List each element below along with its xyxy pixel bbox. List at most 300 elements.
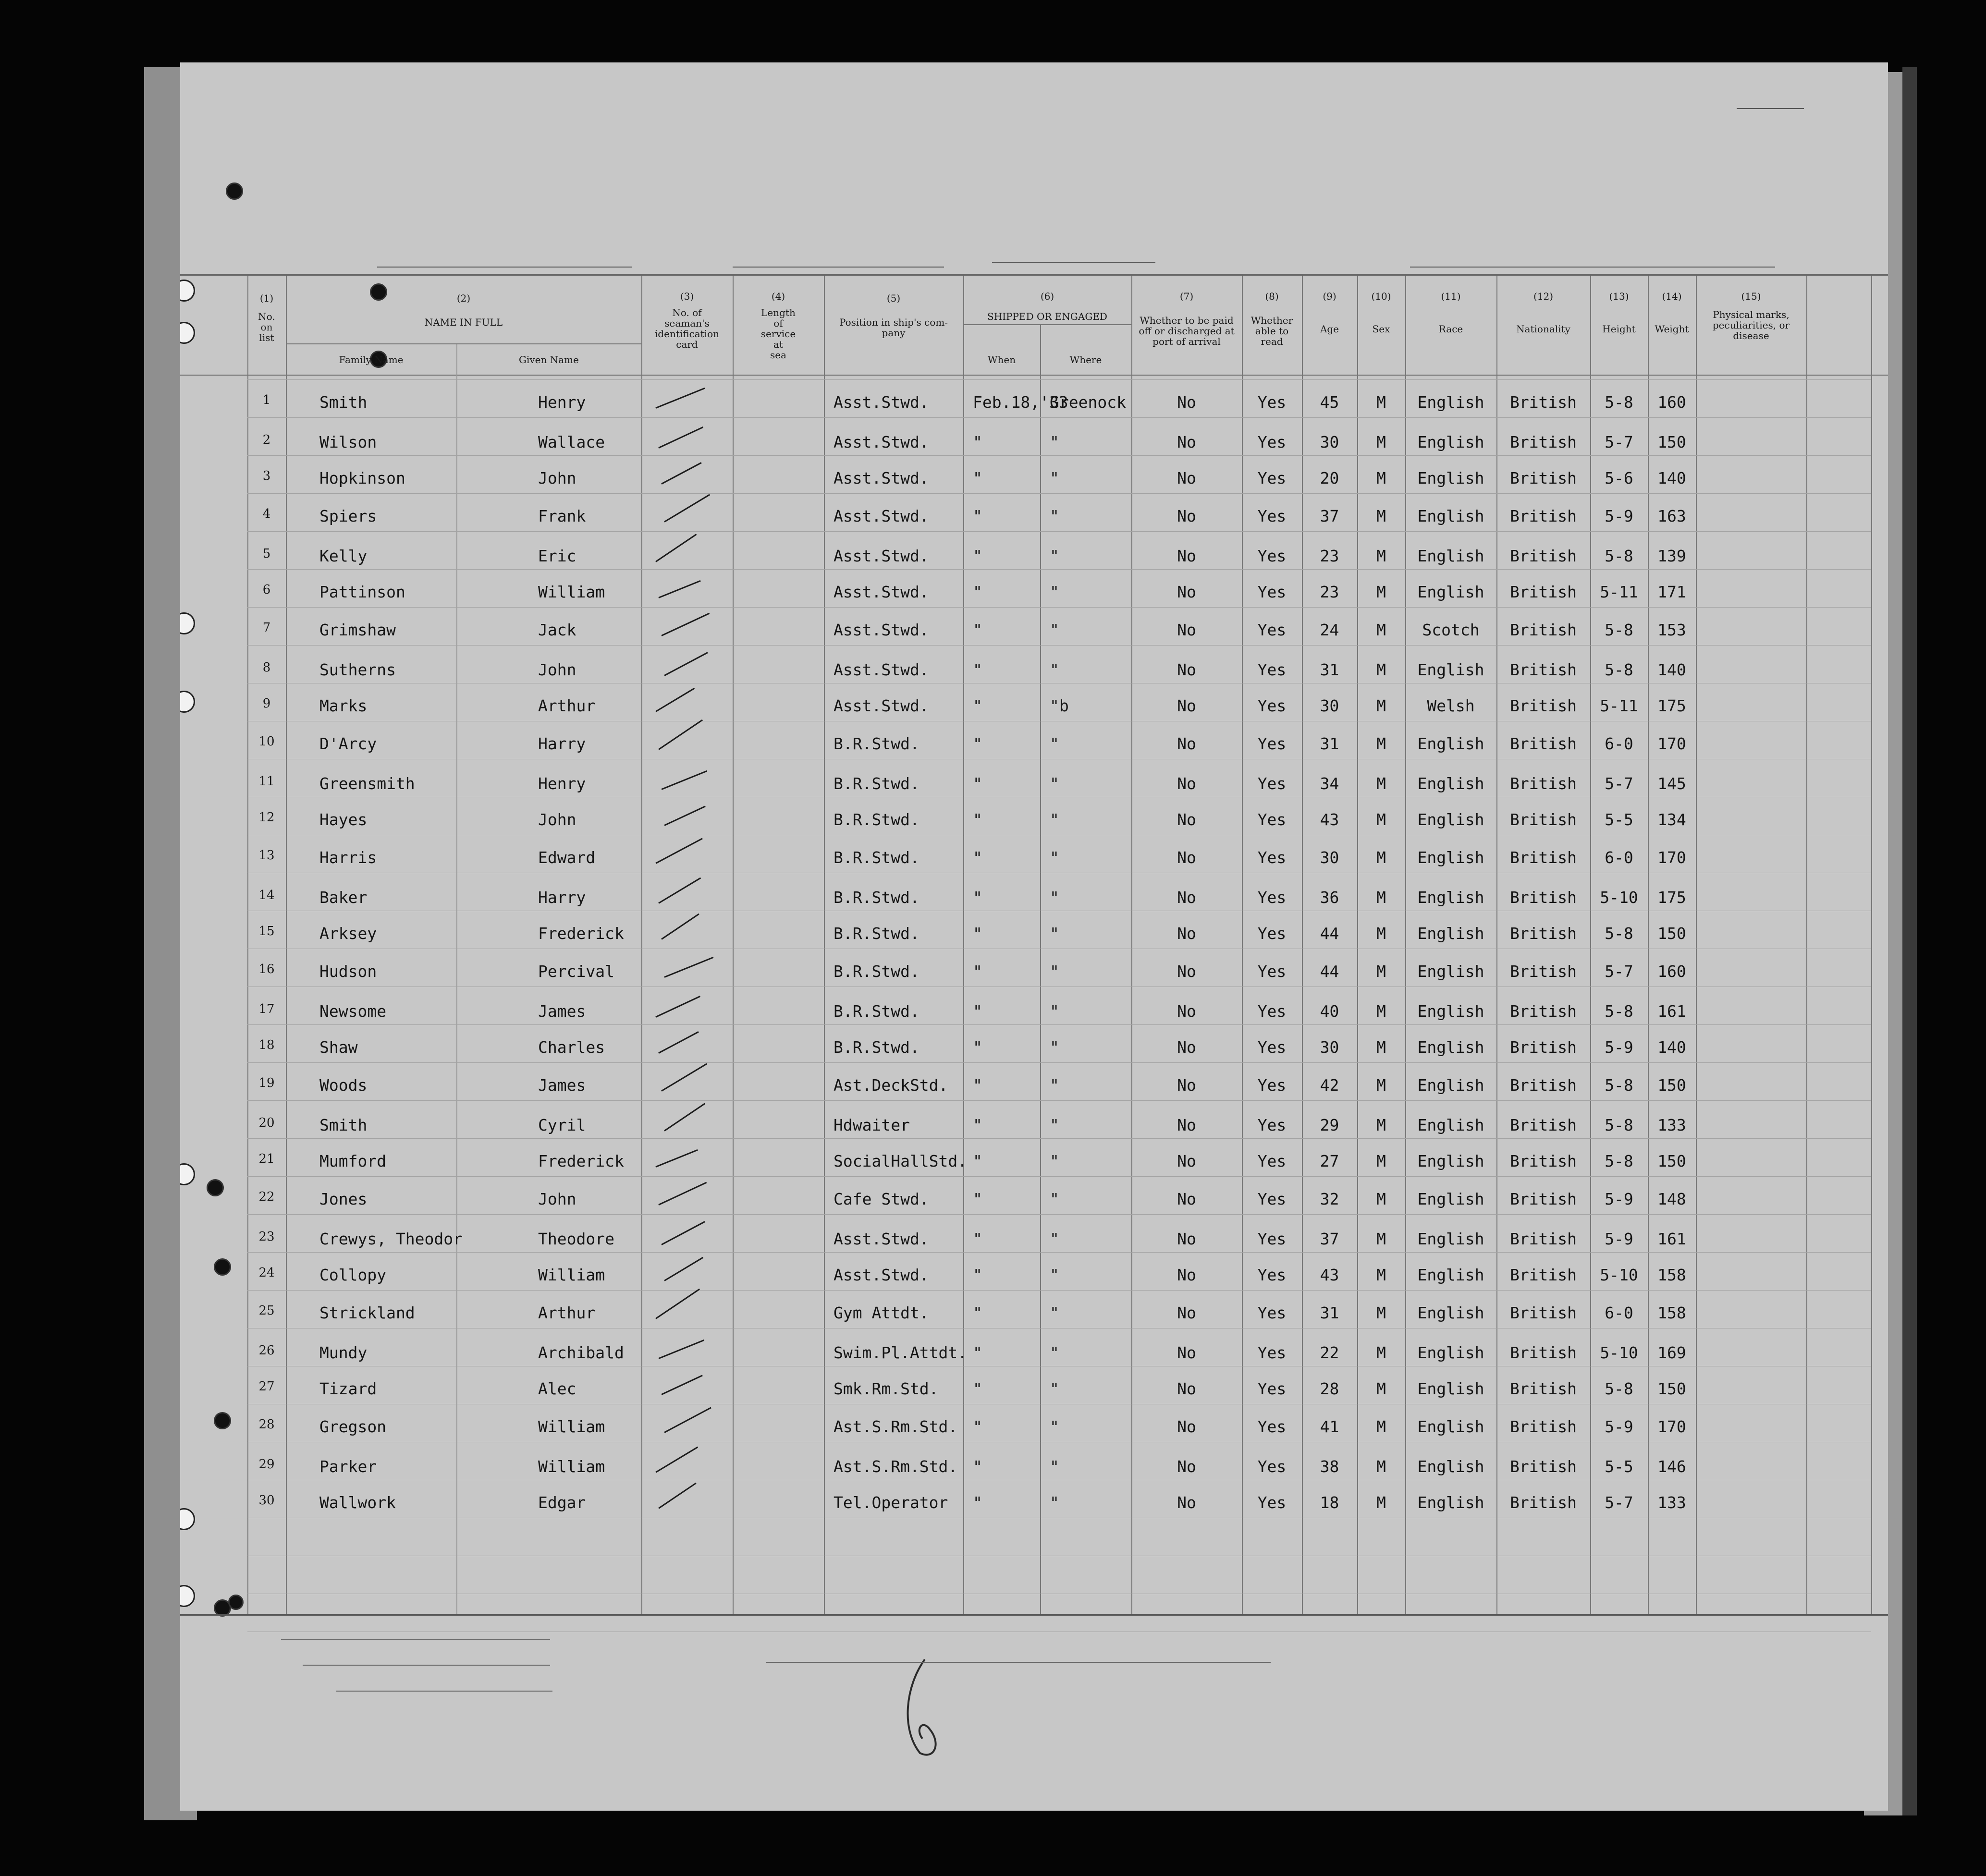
cell-weight: 140 <box>1657 469 1686 487</box>
cell-family: D'Arcy <box>319 734 377 753</box>
cell-weight: 150 <box>1657 924 1686 943</box>
cell-age: 38 <box>1320 1457 1339 1476</box>
cell-where: " <box>1050 547 1059 565</box>
cell-weight: 150 <box>1657 1379 1686 1398</box>
column-2-number: (2) <box>456 292 471 304</box>
cell-weight: 140 <box>1657 660 1686 679</box>
cell-given: Wallace <box>538 433 605 451</box>
cell-no: 8 <box>262 660 271 675</box>
punch-hole <box>180 612 195 634</box>
cell-race: English <box>1417 1038 1484 1057</box>
cell-position: Gym Attdt. <box>834 1303 929 1322</box>
cell-when: " <box>973 962 982 981</box>
cell-height: 5-7 <box>1605 774 1633 793</box>
cell-sex: M <box>1376 962 1386 981</box>
column-rule <box>286 276 287 1614</box>
cell-height: 5-8 <box>1605 1002 1633 1021</box>
cell-nationality: British <box>1509 1002 1577 1021</box>
cell-family: Hayes <box>319 810 368 829</box>
cell-given: William <box>538 1457 605 1476</box>
cell-family: Hopkinson <box>319 469 405 487</box>
cell-weight: 175 <box>1657 696 1686 715</box>
column-5-label: Position in ship's com- pany <box>839 317 948 339</box>
cell-position: Swim.Pl.Attdt. <box>834 1343 968 1362</box>
cell-family: Harris <box>319 848 377 867</box>
column-rule <box>824 276 825 1614</box>
cell-sex: M <box>1376 1116 1386 1134</box>
cell-age: 20 <box>1320 469 1339 487</box>
cell-when: " <box>973 1303 982 1322</box>
cell-where: " <box>1050 1417 1059 1436</box>
cell-where: " <box>1050 1076 1059 1095</box>
cell-position: Ast.S.Rm.Std. <box>834 1457 958 1476</box>
cell-paid-off: No <box>1177 469 1196 487</box>
card-check-mark <box>661 914 699 940</box>
punch-hole <box>180 322 195 344</box>
cell-sex: M <box>1376 1343 1386 1362</box>
ruled-line <box>247 1176 1871 1177</box>
cell-sex: M <box>1376 1266 1386 1284</box>
cell-weight: 170 <box>1657 848 1686 867</box>
cell-where: " <box>1050 888 1059 907</box>
cell-paid-off: No <box>1177 1343 1196 1362</box>
cell-nationality: British <box>1509 1076 1577 1095</box>
cell-given: James <box>538 1002 586 1021</box>
cell-weight: 160 <box>1657 962 1686 981</box>
cell-when: " <box>973 1002 982 1021</box>
column-6-label: SHIPPED OR ENGAGED <box>987 311 1107 322</box>
cell-age: 24 <box>1320 621 1339 639</box>
ruled-line <box>247 1290 1871 1291</box>
cell-when: " <box>973 1457 982 1476</box>
cell-when: " <box>973 1076 982 1095</box>
column-rule <box>1696 276 1697 1614</box>
cell-weight: 161 <box>1657 1230 1686 1248</box>
card-check-mark <box>658 1182 707 1206</box>
cell-read: Yes <box>1257 962 1287 981</box>
card-check-mark <box>661 613 710 636</box>
cell-position: Asst.Stwd. <box>834 583 929 601</box>
cell-when: " <box>973 433 982 451</box>
signature-rule <box>766 1662 1271 1663</box>
line-rule <box>281 1639 550 1640</box>
cell-race: English <box>1417 1343 1484 1362</box>
punch-hole <box>180 1163 195 1185</box>
ruled-line <box>247 1024 1871 1025</box>
column-rule <box>456 344 457 1614</box>
cell-age: 30 <box>1320 848 1339 867</box>
cell-nationality: British <box>1509 660 1577 679</box>
cell-height: 5-10 <box>1600 1266 1638 1284</box>
cell-race: English <box>1417 393 1484 412</box>
cell-race: English <box>1417 433 1484 451</box>
cell-family: Wallwork <box>319 1493 396 1512</box>
card-check-mark <box>664 1257 703 1281</box>
cell-sex: M <box>1376 433 1386 451</box>
cell-race: English <box>1417 1076 1484 1095</box>
cell-age: 29 <box>1320 1116 1339 1134</box>
cell-position: B.R.Stwd. <box>834 962 919 981</box>
cell-given: Frank <box>538 507 586 525</box>
cell-race: English <box>1417 1379 1484 1398</box>
punch-hole <box>207 1179 224 1196</box>
cell-where: " <box>1050 1230 1059 1248</box>
cell-age: 42 <box>1320 1076 1339 1095</box>
cell-age: 43 <box>1320 810 1339 829</box>
cell-where: "b <box>1050 696 1069 715</box>
cell-sex: M <box>1376 507 1386 525</box>
column-3-number: (3) <box>680 291 694 302</box>
cell-age: 31 <box>1320 1303 1339 1322</box>
cell-race: English <box>1417 660 1484 679</box>
cell-when: " <box>973 547 982 565</box>
card-check-mark <box>658 877 701 904</box>
cell-when: " <box>973 810 982 829</box>
cell-nationality: British <box>1509 393 1577 412</box>
cell-given: Henry <box>538 393 586 412</box>
cell-given: William <box>538 1266 605 1284</box>
cell-no: 7 <box>262 621 271 635</box>
cell-where: " <box>1050 583 1059 601</box>
cell-height: 6-0 <box>1605 848 1633 867</box>
cell-height: 5-7 <box>1605 962 1633 981</box>
cell-height: 5-8 <box>1605 1152 1633 1170</box>
ruled-line <box>247 1100 1871 1101</box>
cell-weight: 145 <box>1657 774 1686 793</box>
cell-when: " <box>973 1230 982 1248</box>
cell-sex: M <box>1376 393 1386 412</box>
cell-age: 30 <box>1320 696 1339 715</box>
cell-sex: M <box>1376 660 1386 679</box>
card-check-mark <box>658 1340 704 1359</box>
cell-where: " <box>1050 433 1059 451</box>
cell-weight: 170 <box>1657 734 1686 753</box>
cell-position: B.R.Stwd. <box>834 1002 919 1021</box>
ruled-line <box>247 1252 1871 1253</box>
card-check-mark <box>655 838 703 864</box>
cell-height: 5-9 <box>1605 1190 1633 1208</box>
subheader-c6-when: When <box>987 354 1016 365</box>
cell-age: 43 <box>1320 1266 1339 1284</box>
cell-sex: M <box>1376 1076 1386 1095</box>
cell-position: Asst.Stwd. <box>834 696 929 715</box>
cell-sex: M <box>1376 1230 1386 1248</box>
cell-height: 5-9 <box>1605 507 1633 525</box>
cell-race: English <box>1417 810 1484 829</box>
column-4-label: Length of service at sea <box>760 307 796 361</box>
cell-no: 25 <box>258 1303 275 1318</box>
cell-where: " <box>1050 507 1059 525</box>
cell-where: " <box>1050 962 1059 981</box>
cell-family: Gregson <box>319 1417 387 1436</box>
cell-given: James <box>538 1076 586 1095</box>
cell-read: Yes <box>1257 433 1287 451</box>
cell-read: Yes <box>1257 621 1287 639</box>
cell-position: B.R.Stwd. <box>834 888 919 907</box>
card-check-mark <box>655 388 705 409</box>
cell-position: Cafe Stwd. <box>834 1190 929 1208</box>
cell-read: Yes <box>1257 1303 1287 1322</box>
cell-read: Yes <box>1257 1493 1287 1512</box>
cell-given: John <box>538 810 576 829</box>
cell-when: " <box>973 1116 982 1134</box>
cell-nationality: British <box>1509 1266 1577 1284</box>
cell-where: " <box>1050 1002 1059 1021</box>
column-5-number: (5) <box>886 292 901 304</box>
cell-no: 20 <box>258 1116 275 1130</box>
card-check-mark <box>658 1031 699 1054</box>
cell-race: English <box>1417 1266 1484 1284</box>
cell-weight: 169 <box>1657 1343 1686 1362</box>
ruled-line <box>247 531 1871 532</box>
table-bottom-rule <box>180 1614 1888 1616</box>
cell-position: Asst.Stwd. <box>834 547 929 565</box>
cell-no: 18 <box>258 1038 275 1052</box>
column-rule <box>1040 325 1041 1614</box>
cell-nationality: British <box>1509 1038 1577 1057</box>
cell-paid-off: No <box>1177 507 1196 525</box>
cell-sex: M <box>1376 848 1386 867</box>
cell-given: Harry <box>538 888 586 907</box>
cell-read: Yes <box>1257 1190 1287 1208</box>
cell-weight: 153 <box>1657 621 1686 639</box>
cell-paid-off: No <box>1177 1303 1196 1322</box>
cell-where: " <box>1050 469 1059 487</box>
cell-paid-off: No <box>1177 1417 1196 1436</box>
cell-sex: M <box>1376 774 1386 793</box>
date-rule <box>992 262 1155 263</box>
cell-nationality: British <box>1509 547 1577 565</box>
cell-family: Newsome <box>319 1002 387 1021</box>
cell-no: 9 <box>262 696 271 711</box>
cell-nationality: British <box>1509 469 1577 487</box>
cell-family: Jones <box>319 1190 368 1208</box>
cell-weight: 170 <box>1657 1417 1686 1436</box>
cell-when: " <box>973 621 982 639</box>
cell-position: Asst.Stwd. <box>834 1230 929 1248</box>
ruled-line <box>247 1062 1871 1063</box>
punch-hole <box>180 280 195 302</box>
cell-age: 27 <box>1320 1152 1339 1170</box>
cell-paid-off: No <box>1177 660 1196 679</box>
cell-age: 44 <box>1320 962 1339 981</box>
cell-race: Welsh <box>1427 696 1475 715</box>
subheader-c2-given: Given Name <box>519 354 579 365</box>
column-1-number: (1) <box>259 292 274 304</box>
column-14-label: Weight <box>1655 323 1689 335</box>
cell-family: Baker <box>319 888 368 907</box>
cell-given: Arthur <box>538 696 596 715</box>
cell-where: " <box>1050 924 1059 943</box>
cell-when: Feb.18,'33 <box>973 393 1068 412</box>
cell-when: " <box>973 1190 982 1208</box>
cell-height: 5-9 <box>1605 1038 1633 1057</box>
column-12-number: (12) <box>1533 291 1554 302</box>
cell-position: Asst.Stwd. <box>834 621 929 639</box>
cell-when: " <box>973 1038 982 1057</box>
cell-no: 1 <box>262 393 271 407</box>
signature-flourish <box>896 1657 954 1763</box>
cell-family: Spiers <box>319 507 377 525</box>
cell-position: Asst.Stwd. <box>834 507 929 525</box>
column-12-label: Nationality <box>1516 323 1570 335</box>
card-check-mark <box>655 1289 700 1319</box>
from-port-rule <box>1410 267 1775 268</box>
cell-when: " <box>973 1417 982 1436</box>
cell-nationality: British <box>1509 1303 1577 1322</box>
cell-given: Alec <box>538 1379 576 1398</box>
cell-when: " <box>973 469 982 487</box>
cell-given: John <box>538 1190 576 1208</box>
card-check-mark <box>658 580 700 598</box>
cell-family: Kelly <box>319 547 368 565</box>
cell-given: John <box>538 660 576 679</box>
cell-nationality: British <box>1509 583 1577 601</box>
cell-family: Tizard <box>319 1379 377 1398</box>
cell-where: " <box>1050 1152 1059 1170</box>
cell-sex: M <box>1376 696 1386 715</box>
column-10-number: (10) <box>1371 291 1391 302</box>
cell-family: Marks <box>319 696 368 715</box>
cell-no: 23 <box>258 1230 275 1244</box>
cell-read: Yes <box>1257 848 1287 867</box>
cell-no: 27 <box>258 1379 275 1394</box>
cell-nationality: British <box>1509 1417 1577 1436</box>
cell-paid-off: No <box>1177 621 1196 639</box>
cell-nationality: British <box>1509 1116 1577 1134</box>
column-8-number: (8) <box>1265 291 1279 302</box>
cell-where: " <box>1050 1379 1059 1398</box>
cell-no: 19 <box>258 1076 275 1090</box>
cell-read: Yes <box>1257 1457 1287 1476</box>
cell-family: Hudson <box>319 962 377 981</box>
cell-paid-off: No <box>1177 810 1196 829</box>
cell-position: Asst.Stwd. <box>834 660 929 679</box>
cell-no: 11 <box>258 774 275 789</box>
cell-where: " <box>1050 1190 1059 1208</box>
ruled-line <box>247 607 1871 608</box>
cell-paid-off: No <box>1177 888 1196 907</box>
cell-age: 32 <box>1320 1190 1339 1208</box>
sheet-number-rule <box>1737 108 1804 109</box>
cell-where: " <box>1050 621 1059 639</box>
cell-weight: 158 <box>1657 1303 1686 1322</box>
card-check-mark <box>658 1483 697 1509</box>
cell-weight: 160 <box>1657 393 1686 412</box>
cell-height: 5-9 <box>1605 1230 1633 1248</box>
cell-sex: M <box>1376 621 1386 639</box>
cell-nationality: British <box>1509 962 1577 981</box>
stacked-sheets-shadow <box>1902 67 1917 1815</box>
cell-race: Scotch <box>1422 621 1480 639</box>
cell-sex: M <box>1376 888 1386 907</box>
cell-paid-off: No <box>1177 1152 1196 1170</box>
cell-position: B.R.Stwd. <box>834 848 919 867</box>
cell-family: Crewys, Theodor <box>319 1230 463 1248</box>
cell-nationality: British <box>1509 810 1577 829</box>
cell-age: 36 <box>1320 888 1339 907</box>
cell-no: 15 <box>258 924 275 938</box>
ruled-line <box>247 1138 1871 1139</box>
cell-sex: M <box>1376 469 1386 487</box>
cell-position: Ast.DeckStd. <box>834 1076 948 1095</box>
manifest-page <box>180 62 1888 1811</box>
cell-given: Cyril <box>538 1116 586 1134</box>
ruled-line <box>247 645 1871 646</box>
card-check-mark <box>655 534 697 562</box>
cell-when: " <box>973 1152 982 1170</box>
cell-race: English <box>1417 1002 1484 1021</box>
cell-age: 44 <box>1320 924 1339 943</box>
cell-position: B.R.Stwd. <box>834 734 919 753</box>
cell-weight: 150 <box>1657 1076 1686 1095</box>
cell-no: 24 <box>258 1266 275 1280</box>
cell-when: " <box>973 1493 982 1512</box>
cell-age: 23 <box>1320 547 1339 565</box>
cell-family: Mumford <box>319 1152 387 1170</box>
cell-race: English <box>1417 962 1484 981</box>
cell-race: English <box>1417 734 1484 753</box>
card-check-mark <box>655 1149 698 1168</box>
cell-race: English <box>1417 1493 1484 1512</box>
cell-given: Arthur <box>538 1303 596 1322</box>
cell-nationality: British <box>1509 774 1577 793</box>
cell-where: " <box>1050 1457 1059 1476</box>
cell-where: " <box>1050 1493 1059 1512</box>
cell-given: Edward <box>538 848 596 867</box>
column-rule <box>733 276 734 1614</box>
cell-given: John <box>538 469 576 487</box>
cell-paid-off: No <box>1177 962 1196 981</box>
punch-hole <box>180 691 195 713</box>
cell-age: 31 <box>1320 734 1339 753</box>
column-2-label: NAME IN FULL <box>424 317 503 328</box>
cell-sex: M <box>1376 1379 1386 1398</box>
cell-race: English <box>1417 888 1484 907</box>
cell-family: Greensmith <box>319 774 415 793</box>
cell-height: 5-8 <box>1605 1116 1633 1134</box>
cell-when: " <box>973 1266 982 1284</box>
card-check-mark <box>664 957 713 978</box>
column-4-number: (4) <box>771 291 785 302</box>
cell-nationality: British <box>1509 1343 1577 1362</box>
cell-no: 3 <box>262 469 271 483</box>
cell-height: 5-9 <box>1605 1417 1633 1436</box>
cell-position: B.R.Stwd. <box>834 924 919 943</box>
cell-when: " <box>973 734 982 753</box>
cell-sex: M <box>1376 1493 1386 1512</box>
cell-age: 30 <box>1320 433 1339 451</box>
cell-paid-off: No <box>1177 1457 1196 1476</box>
column-8-label: Whether able to read <box>1250 315 1293 347</box>
cell-age: 41 <box>1320 1417 1339 1436</box>
column-1-label: No. on list <box>258 311 275 343</box>
cell-sex: M <box>1376 734 1386 753</box>
cell-age: 37 <box>1320 507 1339 525</box>
cell-no: 28 <box>258 1417 275 1432</box>
cell-family: Arksey <box>319 924 377 943</box>
cell-age: 37 <box>1320 1230 1339 1248</box>
cell-paid-off: No <box>1177 1002 1196 1021</box>
cell-where: " <box>1050 1116 1059 1134</box>
cell-age: 18 <box>1320 1493 1339 1512</box>
cell-height: 5-8 <box>1605 924 1633 943</box>
column-7-label: Whether to be paid off or discharged at port of arrival <box>1139 315 1235 347</box>
cell-nationality: British <box>1509 848 1577 867</box>
cell-read: Yes <box>1257 393 1287 412</box>
cell-read: Yes <box>1257 547 1287 565</box>
cell-nationality: British <box>1509 621 1577 639</box>
